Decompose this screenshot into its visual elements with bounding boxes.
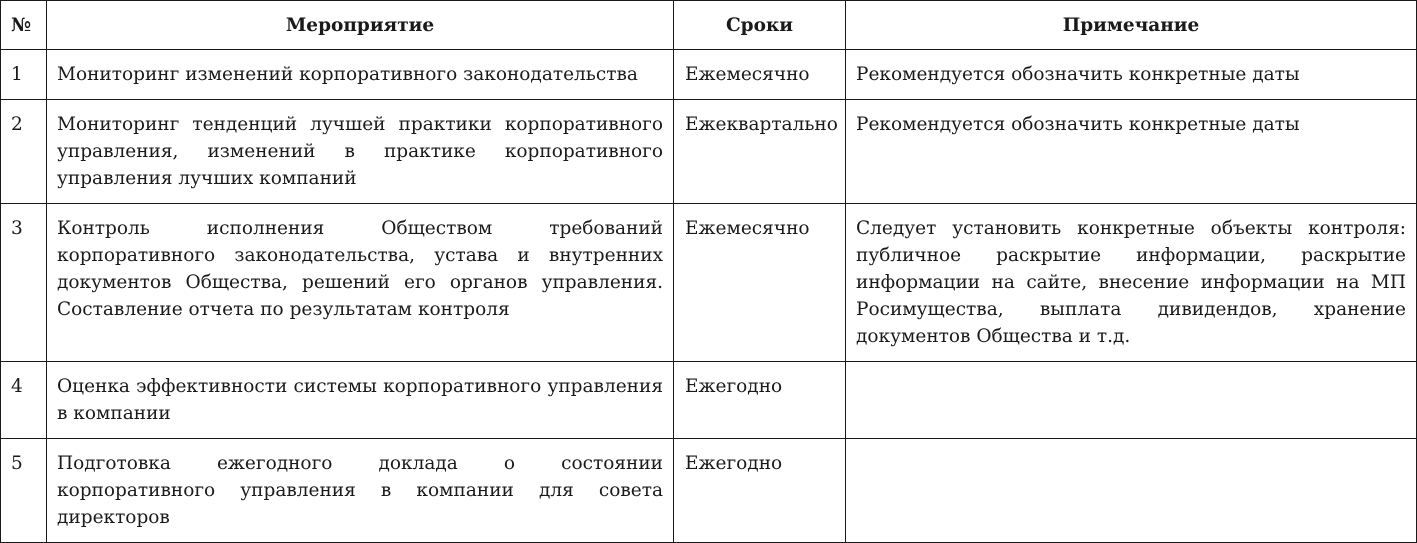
row-note: Рекомендуется обозначить конкретные даты xyxy=(846,50,1417,100)
row-activity: Мониторинг изменений корпоративного законодательства xyxy=(47,50,674,100)
row-term: Ежемесячно xyxy=(674,204,846,362)
table-row xyxy=(1,100,1417,204)
row-note xyxy=(846,439,1417,543)
row-note: Рекомендуется обозначить конкретные даты xyxy=(846,100,1417,204)
row-number: 2 xyxy=(1,100,47,204)
header-number: № xyxy=(1,1,47,50)
table-row xyxy=(1,204,1417,362)
row-activity: Контроль исполнения Обществом требований корпоративного законодательства, устава и внутренних документов Общества, решений его органов управления. Составление отчета по результатам контроля xyxy=(47,204,674,362)
row-term: Ежегодно xyxy=(674,362,846,439)
row-note: Следует установить конкретные объекты контроля: публичное раскрытие информации, раскрытие информации на сайте, внесение информации на МП Росимущества, выплата дивидендов, хранение документов Общества и т.д. xyxy=(846,204,1417,362)
row-number: 3 xyxy=(1,204,47,362)
header-activity: Мероприятие xyxy=(47,1,674,50)
table-row xyxy=(1,439,1417,543)
table-row xyxy=(1,50,1417,100)
row-term: Ежегодно xyxy=(674,439,846,543)
table-row xyxy=(1,362,1417,439)
row-activity: Оценка эффективности системы корпоративного управления в компании xyxy=(47,362,674,439)
row-term: Ежеквартально xyxy=(674,100,846,204)
header-term: Сроки xyxy=(674,1,846,50)
row-number: 4 xyxy=(1,362,47,439)
row-note xyxy=(846,362,1417,439)
row-activity: Подготовка ежегодного доклада о состоянии корпоративного управления в компании для совета директоров xyxy=(47,439,674,543)
header-row xyxy=(1,1,1417,50)
row-term: Ежемесячно xyxy=(674,50,846,100)
row-activity: Мониторинг тенденций лучшей практики корпоративного управления, изменений в практике корпоративного управления лучших компаний xyxy=(47,100,674,204)
row-number: 1 xyxy=(1,50,47,100)
row-number: 5 xyxy=(1,439,47,543)
header-note: Примечание xyxy=(846,1,1417,50)
